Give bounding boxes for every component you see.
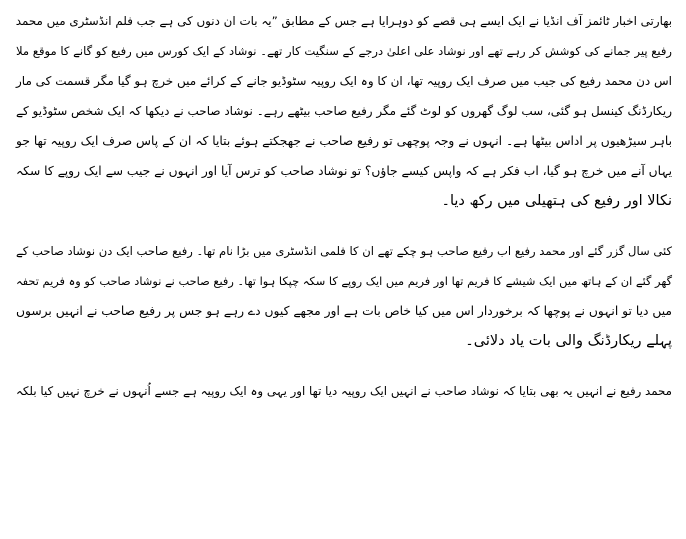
paragraph-1	[16, 6, 672, 216]
text-line: رفیع پیر جمانے کی کوشش کر رہے تھے اور نوشاد علی اعلیٰ درجے کے سنگیت کار تھے۔ نوشاد کے ایک کورس میں رفیع کو گانے کا موقع ملا	[16, 44, 672, 58]
text-line: یہاں آنے میں خرچ ہو گیا، اب فکر ہے کہ واپس کیسے جاؤں؟ تو نوشاد صاحب کو ترس آیا اور انہوں نے جیب سے ایک روپے کا سکہ	[16, 164, 672, 178]
text-line: نکالا اور رفیع کی ہتھیلی میں رکھ دیا۔	[441, 193, 672, 209]
text-line: میں دیا تو انہوں نے پوچھا کہ برخوردار اس میں کیا خاص بات ہے اور مجھے کیوں دے رہے ہو جس پر رفیع صاحب نے انہیں برسوں	[16, 304, 672, 318]
text-line: اس دن محمد رفیع کی جیب میں صرف ایک روپیہ تھا، ان کا وہ ایک روپیہ سٹوڈیو جانے کے کرائے میں خرچ ہو گیا مگر قسمت کی مار	[16, 74, 672, 88]
text-line: ریکارڈنگ کینسل ہو گئی، سب لوگ گھروں کو لوٹ گئے مگر رفیع صاحب بیٹھے رہے۔ نوشاد صاحب نے دیکھا کہ ایک شخص سٹوڈیو کے	[16, 104, 672, 118]
text-line: بھارتی اخبار ٹائمز آف انڈیا نے ایک ایسے ہی قصے کو دوہرایا ہے جس کے مطابق ”یہ بات ان دنوں کی ہے جب فلم انڈسٹری میں محمد	[15, 14, 672, 28]
paragraph-3	[16, 376, 672, 406]
text-line: باہر سیڑھیوں پر اداس بیٹھا ہے۔ انہوں نے وجہ پوچھی تو رفیع صاحب نے جھجکتے ہوئے بتایا کہ ان کے پاس صرف ایک روپیہ تھا جو	[16, 134, 672, 148]
text-line: کئی سال گزر گئے اور محمد رفیع اب رفیع صاحب ہو چکے تھے ان کا فلمی انڈسٹری میں بڑا نام تھا۔ رفیع صاحب ایک دن نوشاد صاحب کے	[16, 244, 672, 258]
paragraph-2	[16, 236, 672, 356]
text-line: محمد رفیع نے انہیں یہ بھی بتایا کہ نوشاد صاحب نے انہیں ایک روپیہ دیا تھا اور یہی وہ ایک روپیہ ہے جسے اُنہوں نے خرچ نہیں کیا بلکہ	[16, 384, 672, 398]
text-line: پہلے ریکارڈنگ والی بات یاد دلائی۔	[465, 333, 672, 349]
text-line: گھر گئے ان کے ہاتھ میں ایک شیشے کا فریم تھا اور فریم میں ایک روپے کا سکہ چپکا ہوا تھا۔ رفیع صاحب نے نوشاد صاحب کو وہ فریم تحفہ	[16, 274, 672, 288]
